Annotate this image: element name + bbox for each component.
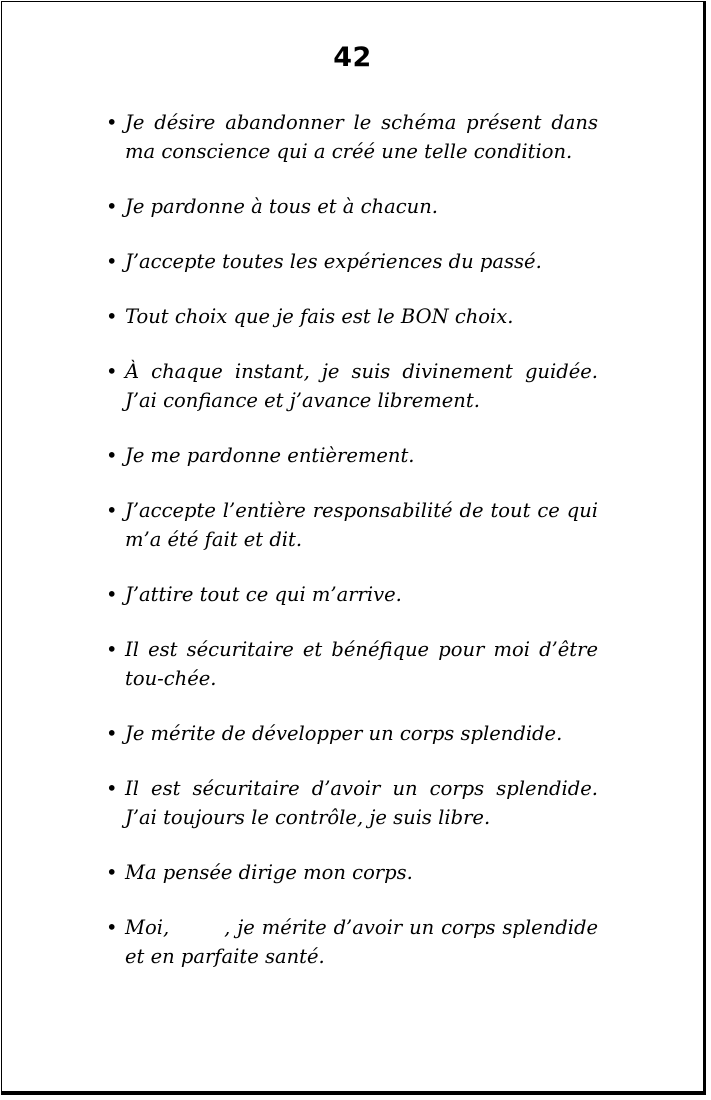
- bullet-icon: •: [106, 250, 118, 273]
- page-number: 42: [333, 42, 372, 73]
- bullet-icon: •: [106, 583, 118, 606]
- page-frame: [1, 1, 706, 1095]
- affirmation-text: Ma pensée dirige mon corps.: [125, 861, 413, 884]
- affirmation-text: J’attire tout ce qui m’arrive.: [125, 583, 402, 606]
- bullet-icon: •: [106, 444, 118, 467]
- bullet-icon: •: [106, 861, 118, 884]
- bullet-icon: •: [106, 777, 118, 800]
- affirmation-item: [106, 719, 598, 748]
- affirmation-text: Je pardonne à tous et à chacun.: [125, 195, 438, 218]
- affirmation-item: [106, 635, 598, 693]
- affirmation-text: J’accepte toutes les expériences du passé.: [125, 250, 542, 273]
- affirmation-item: [106, 913, 605, 971]
- affirmation-item: [106, 858, 598, 887]
- bullet-icon: •: [106, 195, 118, 218]
- bullet-icon: •: [106, 638, 118, 661]
- affirmation-text: Il est sécuritaire d’avoir un corps splendide. J’ai toujours le contrôle, je suis libre.: [125, 777, 598, 829]
- affirmation-item: [106, 580, 598, 609]
- affirmation-item: [106, 774, 598, 832]
- bullet-icon: •: [106, 499, 118, 522]
- affirmation-item: [106, 302, 598, 331]
- affirmation-text: Moi, , je mérite d’avoir un corps splendide et en parfaite santé.: [125, 916, 605, 968]
- affirmation-list: [106, 108, 605, 997]
- bullet-icon: •: [106, 111, 118, 134]
- affirmation-item: [106, 496, 598, 554]
- affirmation-item: [106, 108, 598, 166]
- affirmation-item: [106, 247, 598, 276]
- bullet-icon: •: [106, 916, 118, 939]
- affirmation-text: À chaque instant, je suis divinement guidée. J’ai confiance et j’avance librement.: [125, 360, 598, 412]
- affirmation-item: [106, 192, 598, 221]
- affirmation-text: Il est sécuritaire et bénéfique pour moi d’être tou-chée.: [125, 638, 598, 690]
- affirmation-text: Je désire abandonner le schéma présent dans ma conscience qui a créé une telle condition.: [125, 111, 598, 163]
- affirmation-text: Tout choix que je fais est le BON choix.: [125, 305, 514, 328]
- affirmation-text: Je mérite de développer un corps splendide.: [125, 722, 563, 745]
- bullet-icon: •: [106, 305, 118, 328]
- bullet-icon: •: [106, 722, 118, 745]
- affirmation-text: J’accepte l’entière responsabilité de tout ce qui m’a été fait et dit.: [125, 499, 598, 551]
- bullet-icon: •: [106, 360, 118, 383]
- affirmation-text: Je me pardonne entièrement.: [125, 444, 415, 467]
- affirmation-item: [106, 357, 598, 415]
- affirmation-item: [106, 441, 598, 470]
